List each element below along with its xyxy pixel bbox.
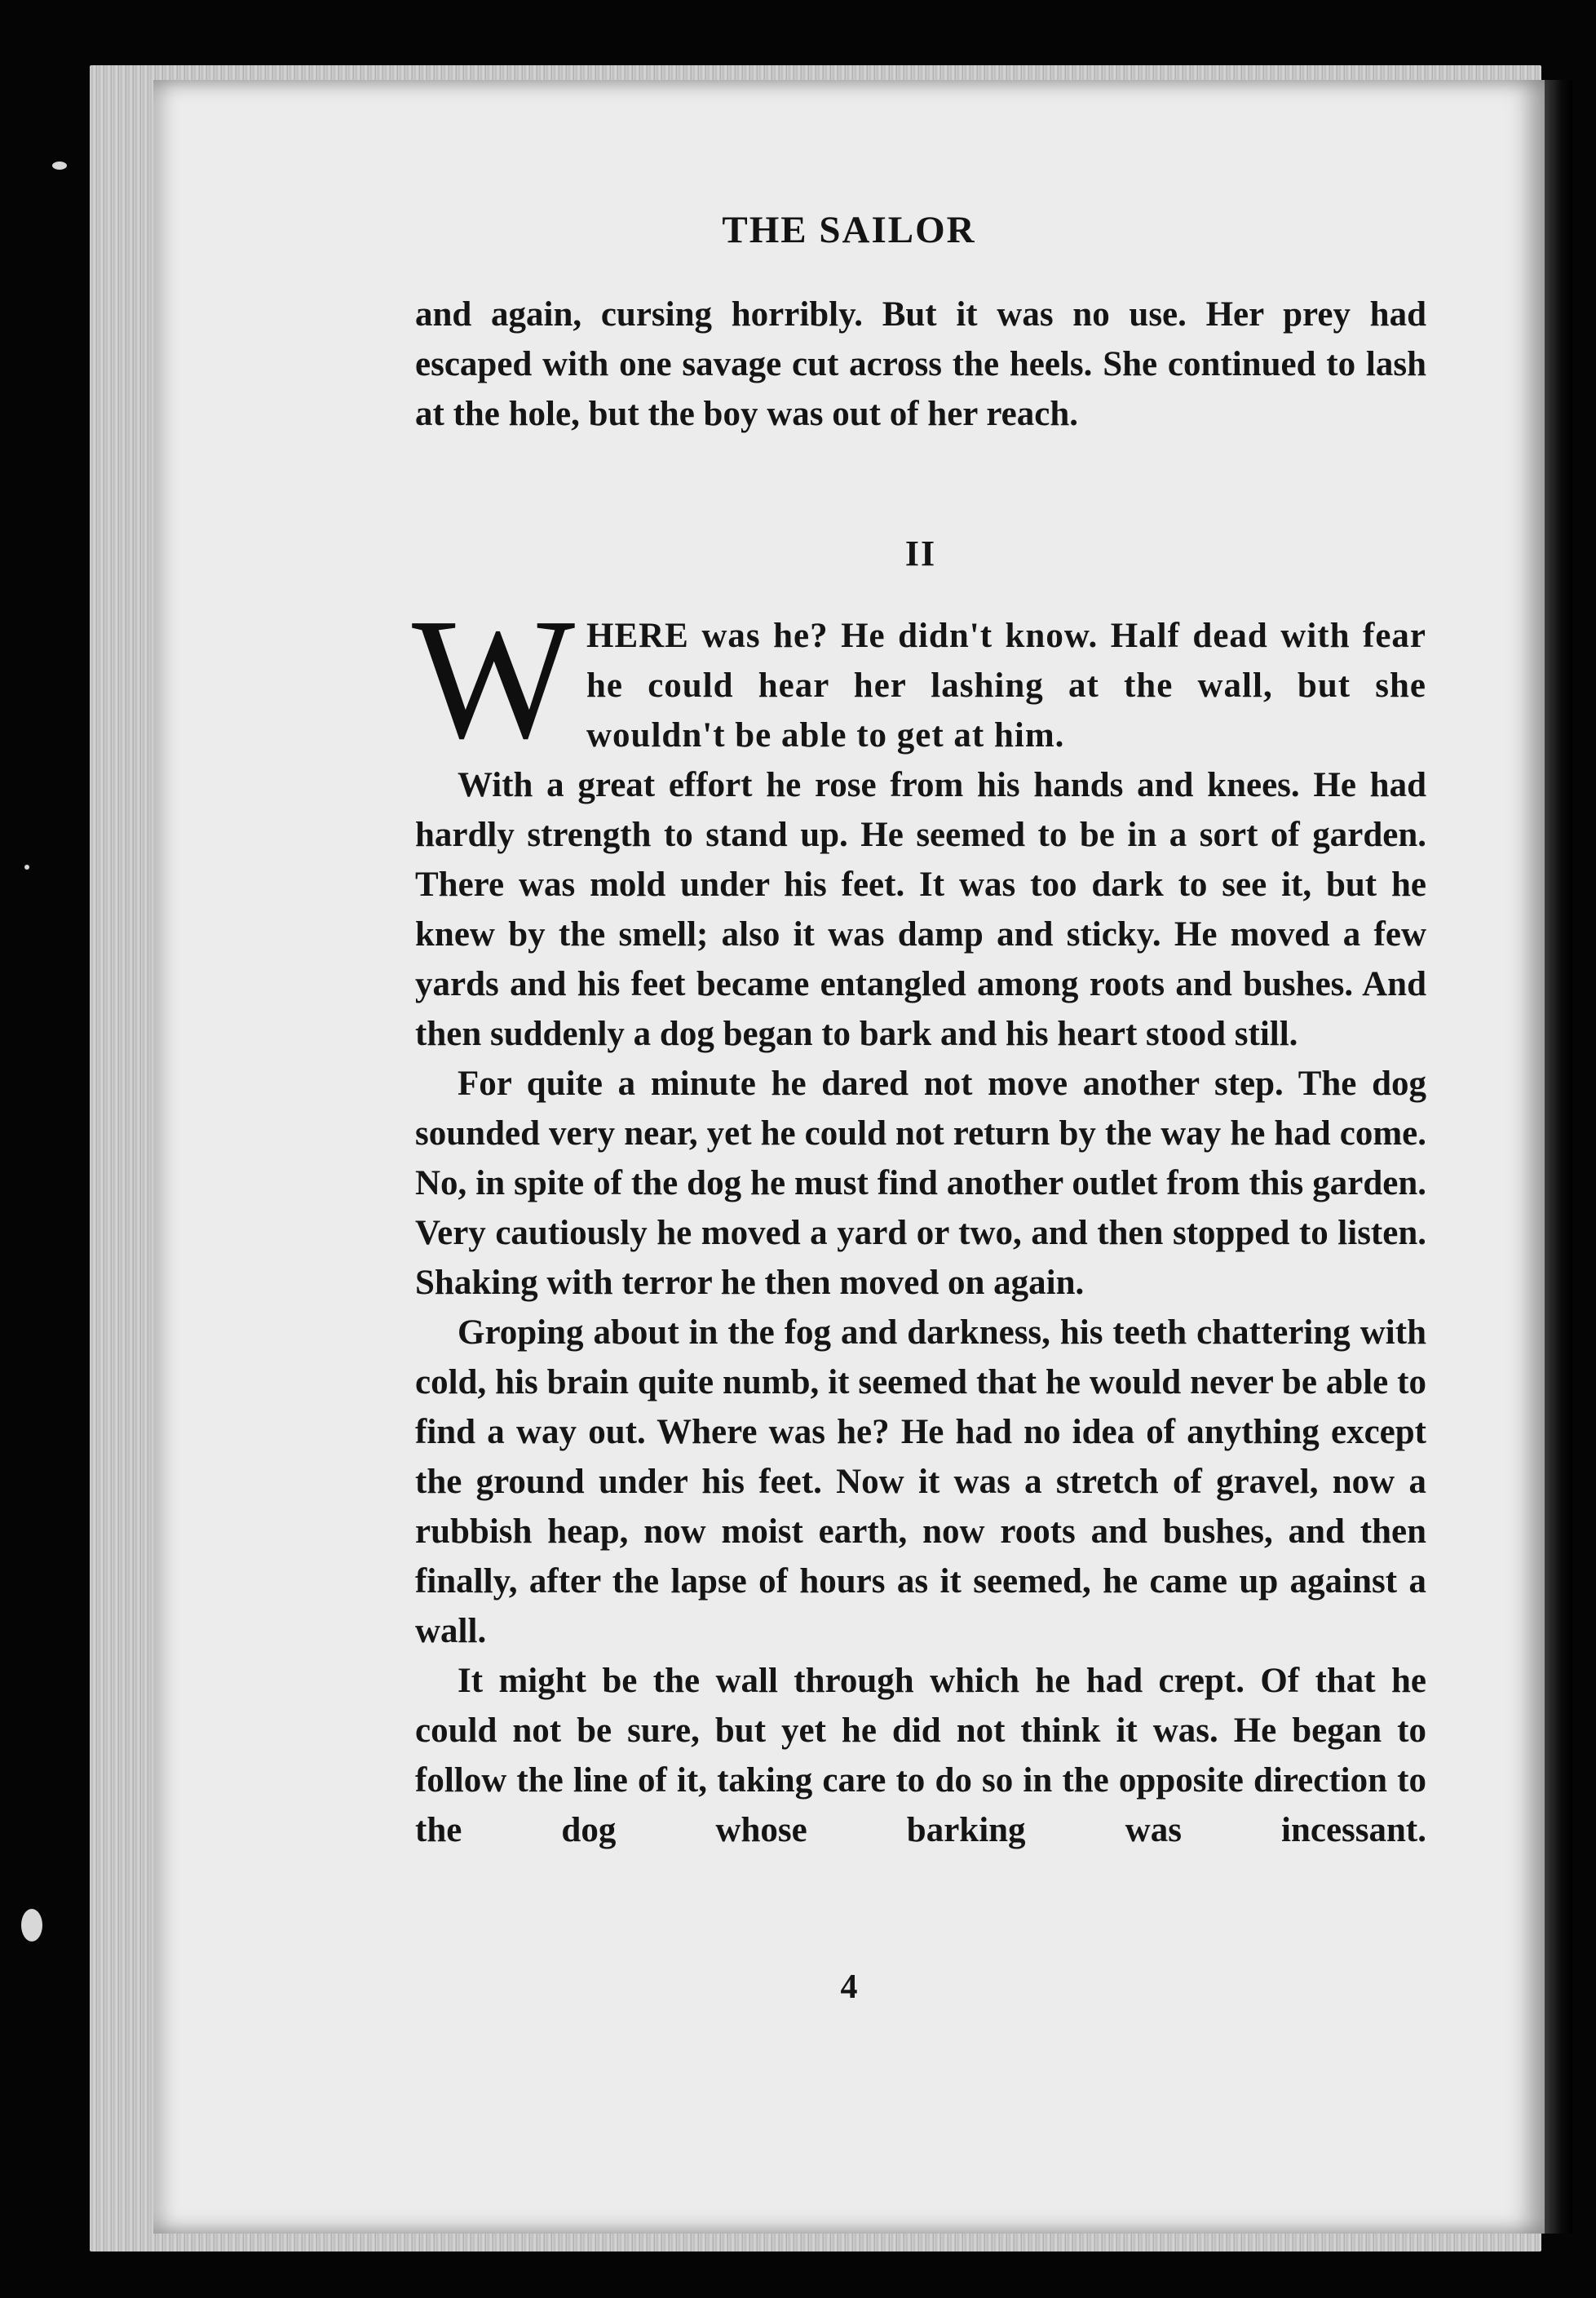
scan-speck [52,162,67,170]
dropcap-paragraph [412,582,1426,774]
paragraph-4: It might be the wall through which he had crept. Of that he could not be sure, but yet he did not think it was. He began to follow the line of it, taking care to do so in the opposite direction to the dog whose barking was incessant. [415,1662,1426,1849]
running-head: THE SAILOR [722,209,976,251]
dropcap-letter: W [412,582,576,774]
section-number: II [904,534,937,573]
scan-speck [21,1909,42,1942]
scan-speck [24,865,29,870]
text-block [412,290,1426,1855]
dropcap-paragraph-text: HERE was he? He didn't know. Half dead with fear he could hear her lashing at the wall, but she wouldn't be able to get at him. [586,617,1426,755]
paragraph-1: With a great effort he rose from his hands and knees. He had hardly strength to stand up. He seemed to be in a sort of garden. There was mold under his feet. It was too dark to see it, but he knew by the smell; also it was damp and sticky. He moved a few yards and his feet became entangled among roots and bushes. And then suddenly a dog began to bark and his heart stood still. [415,766,1426,1053]
page-number: 4 [840,1968,858,2006]
paragraph-2: For quite a minute he dared not move another step. The dog sounded very near, yet he could not return by the way he had come. No, in spite of the dog he must find another outlet from this garden. Very cautiously he moved a yard or two, and then stopped to listen. Shaking with terror he then moved on again. [415,1065,1426,1302]
book-spine-shadow [1545,80,1572,2234]
paragraph-3: Groping about in the fog and darkness, his teeth chattering with cold, his brain quite numb, it seemed that he would never be able to find a way out. Where was he? He had no idea of anything except the ground under his feet. Now it was a stretch of gravel, now a rubbish heap, now moist earth, now roots and bushes, and then finally, after the lapse of hours as it seemed, he came up against a wall. [415,1313,1426,1650]
opening-paragraph: and again, cursing horribly. But it was no use. Her prey had escaped with one savage cut across the heels. She continued to lash at the hole, but the boy was out of her reach. [415,295,1426,433]
